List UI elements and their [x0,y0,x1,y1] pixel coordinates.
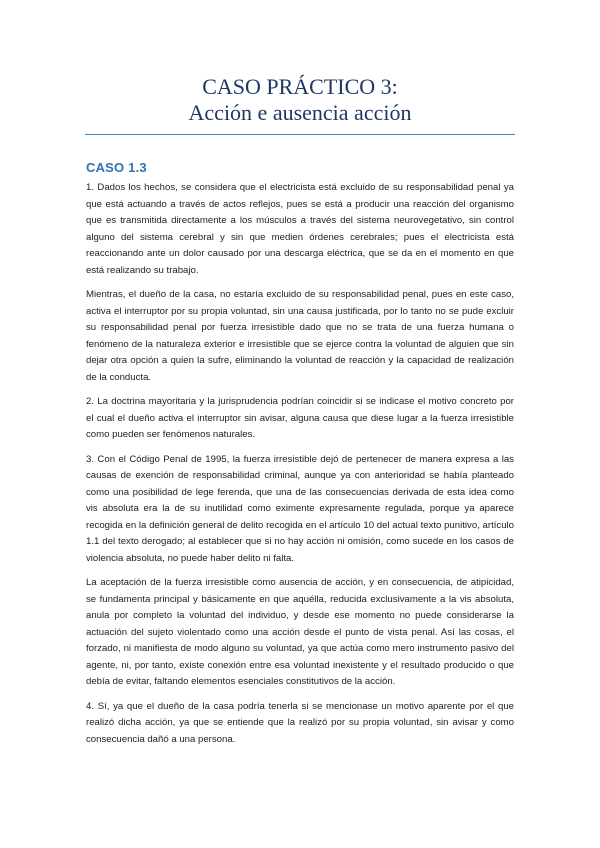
paragraph-3: 2. La doctrina mayoritaria y la jurisprudencia podrían coincidir si se indicase el motivo concreto por el cual el dueño activa el interruptor sin avisar, alguna causa que diese lugar a la fuerza irresistible como pueden ser fenómenos naturales. [86,396,514,440]
paragraph-6: 4. Sí, ya que el dueño de la casa podría tenerla si se mencionase un motivo aparente por el que realizó dicha acción, ya que se entiende que la realizó por su propia voluntad, sin avisar y como consecuencia dañó a una persona. [86,700,514,745]
section-heading: CASO 1.3 [86,160,147,175]
title-line-1: CASO PRÁCTICO 3: [202,74,398,99]
document-body [86,180,514,756]
paragraph-2: Mientras, el dueño de la casa, no estaría excluido de su responsabilidad penal, pues en este caso, activa el interruptor por su propia voluntad, sin una causa justificada, por lo tanto no se pude excluir su responsabilidad penal por fuerza irresistible dado que no se trata de una fuerza humana o fenómeno de la naturaleza exterior e irresistible que se ejerce contra la voluntad de alguien que sin dejar otra opción a quien la sufre, eliminando la voluntad de reacción y la capacidad de realización de la conducta. [86,289,514,383]
title-underline [85,134,515,135]
paragraph-1: 1. Dados los hechos, se considera que el electricista está excluido de su responsabilidad penal ya que está actuando a través de actos reflejos, pues se está a producir una reacción del organismo que es transmitida directamente a los músculos a través del sistema neurovegetativo, sin control alguno del sistema cerebral y sin que medien órdenes cerebrales; pues el electricista está reaccionando ante un dolor causado por una descarga eléctrica, que se da en el momento en que está realizando su trabajo. [86,182,514,276]
paragraph-5: La aceptación de la fuerza irresistible como ausencia de acción, y en consecuencia, de atipicidad, se fundamenta principal y básicamente en que aquélla, reducida exclusivamente a la vis absoluta, anula por completo la voluntad del individuo, y desde ese momento no puede considerarse la actuación del sujeto violentado como una acción desde el punto de vista penal. Así las cosas, el forzado, ni manifiesta de modo alguno su voluntad, ya que actúa como mero instrumento pasivo del agente, ni, por tanto, existe conexión entre esa voluntad inexistente y el resultado producido o que debía de evitar, faltando elementos esenciales constitutivos de la acción. [86,577,514,687]
paragraph-4: 3. Con el Código Penal de 1995, la fuerza irresistible dejó de pertenecer de manera expresa a las causas de exención de responsabilidad criminal, aunque ya con anterioridad se había planteado como una posibilidad de lege ferenda, que una de las consecuencias derivada de esta idea como vis absoluta era la de su inutilidad como eximente expresamente regulada, porque ya aparece recogida en la definición general de delito recogida en el artículo 10 del actual texto punitivo, artículo 1.1 del texto derogado; al establecer que si no hay acción ni omisión, como sucede en los casos de violencia absoluta, no puede haber delito ni falta. [86,453,514,564]
document-title [85,74,515,126]
title-line-2: Acción e ausencia acción [188,100,412,125]
